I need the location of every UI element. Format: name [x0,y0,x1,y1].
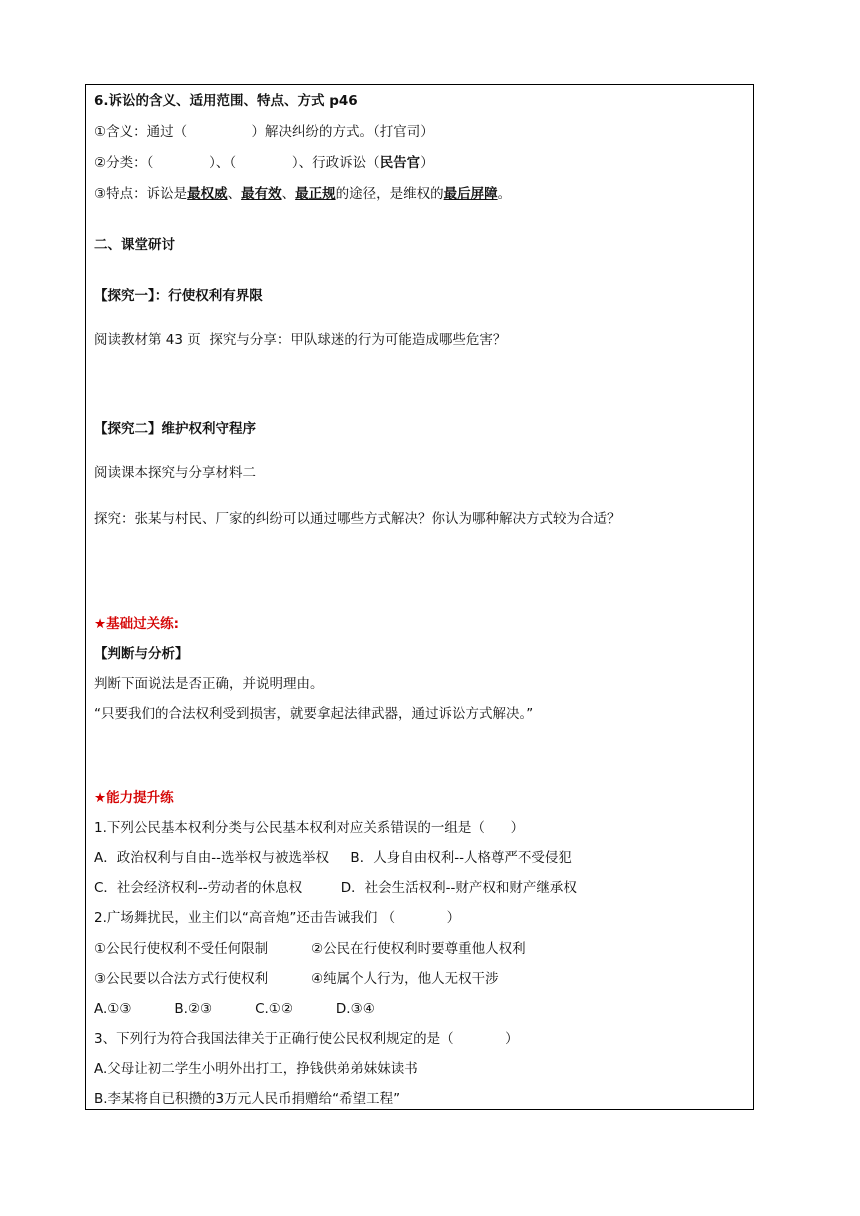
item6-meaning: ①含义：通过（ ）解决纠纷的方式。（打官司） [94,124,434,140]
section2-title: 二、课堂研讨 [94,237,175,253]
explore2-text2: 探究：张某与村民、厂家的纠纷可以通过哪些方式解决？你认为哪种解决方式较为合适？ [94,511,621,527]
feature-w3: 最正规 [295,186,336,202]
ability-title: ★能力提升练 [94,790,174,806]
feature-sep: 、 [281,186,296,202]
q2-options: A.①③ B.②③ C.①② D.③④ [94,1001,375,1017]
q3-option-a: A.父母让初二学生小明外出打工，挣钱供弟弟妹妹读书 [94,1061,418,1077]
basic-title: ★基础过关练: [94,616,180,632]
explore2-title: 【探究二】维护权利守程序 [94,421,256,437]
item6-feature [94,184,511,204]
q3-option-b: B.李某将自已积攒的3万元人民币捐赠给“希望工程” [94,1091,401,1107]
item6-classify [94,153,434,173]
feature-w4: 最后屏障 [443,186,498,202]
q2-items-34: ③公民要以合法方式行使权利 ④纯属个人行为，他人无权干涉 [94,971,499,987]
classify-bold: 民告官 [379,155,421,171]
feature-sep: 、 [227,186,242,202]
classify-end: ） [420,155,434,171]
q3-stem: 3、下列行为符合我国法律关于正确行使公民权利规定的是（ ） [94,1031,519,1047]
basic-text1: 判断下面说法是否正确，并说明理由。 [94,676,324,692]
explore1-title: 【探究一】：行使权利有界限 [94,288,263,304]
feature-text: ③特点：诉讼是 [94,186,188,202]
basic-subtitle: 【判断与分析】 [94,646,189,662]
feature-end: 。 [497,186,512,202]
basic-text2: “只要我们的合法权利受到损害，就要拿起法律武器，通过诉讼方式解决。” [94,706,534,722]
feature-w1: 最权威 [187,186,228,202]
explore1-text: 阅读教材第 43 页 探究与分享：甲队球迷的行为可能造成哪些危害？ [94,332,507,348]
explore2-text1: 阅读课本探究与分享材料二 [94,465,256,481]
feature-mid: 的途径，是维权的 [335,186,444,202]
q1-options-ab: A．政治权利与自由--选举权与被选举权 B．人身自由权利--人格尊严不受侵犯 [94,850,572,866]
q1-options-cd: C．社会经济权利--劳动者的休息权 D．社会生活权利--财产权和财产继承权 [94,880,577,896]
q2-items-12: ①公民行使权利不受任何限制 ②公民在行使权利时要尊重他人权利 [94,941,526,957]
classify-text: ②分类：（ ）、（ ）、行政诉讼（ [94,155,380,171]
q1-stem: 1.下列公民基本权利分类与公民基本权利对应关系错误的一组是（ ） [94,820,525,836]
item6-title: 6.诉讼的含义、适用范围、特点、方式 p46 [94,93,358,109]
q2-stem: 2.广场舞扰民，业主们以“高音炮”还击告诫我们 （ ） [94,910,461,926]
feature-w2: 最有效 [241,186,282,202]
